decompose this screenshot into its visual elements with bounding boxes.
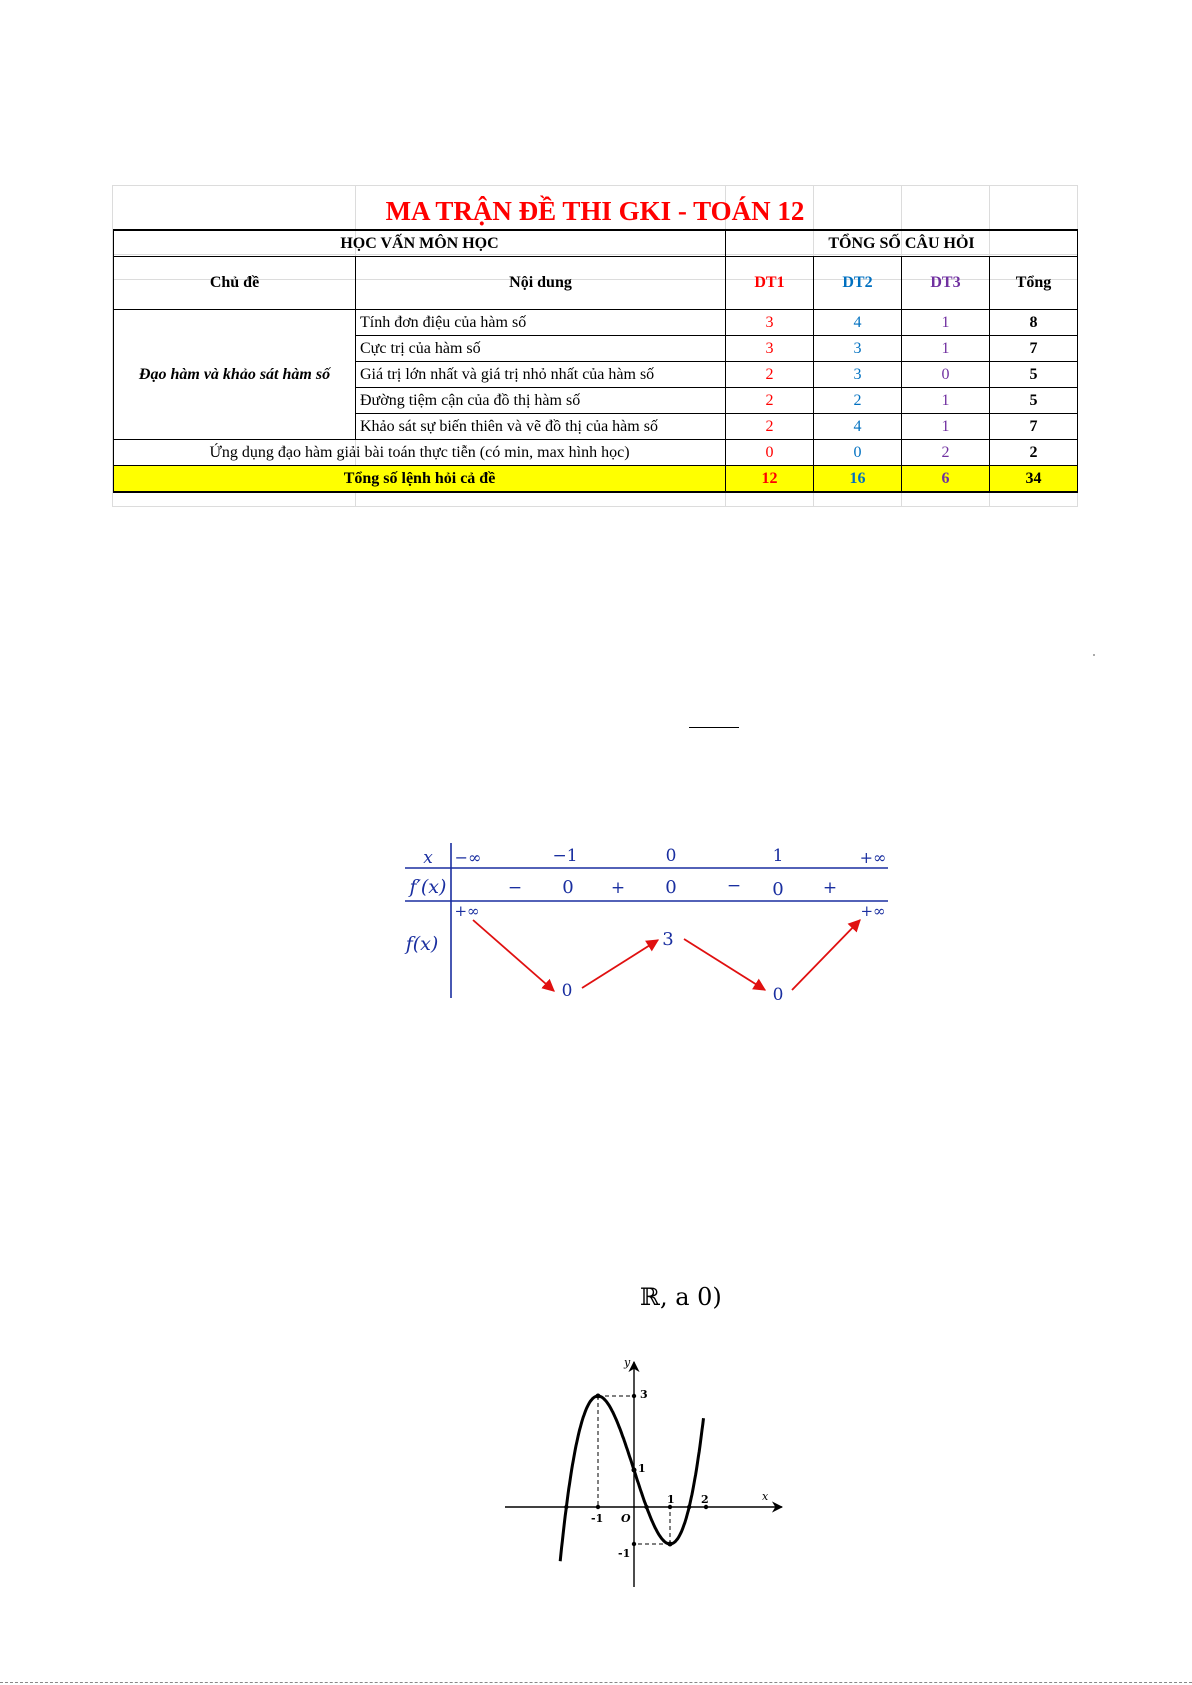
y-tick-label: 3 [640, 1388, 648, 1401]
increase-arrow [582, 940, 658, 988]
dt2-cell: 3 [814, 362, 902, 388]
decrease-arrow [684, 939, 765, 990]
x-value: +∞ [859, 848, 887, 867]
dt1-cell: 0 [726, 440, 814, 466]
x-value: 0 [665, 846, 677, 866]
curve-point [668, 1542, 673, 1547]
dt1-cell: 2 [726, 362, 814, 388]
dt3-cell: 2 [902, 440, 990, 466]
application-row-label: Ứng dụng đạo hàm giải bài toán thực tiễn (có min, max hình học) [114, 440, 726, 466]
f-value-max: 3 [662, 929, 674, 950]
dt3-cell: 1 [902, 388, 990, 414]
decrease-arrow [473, 920, 554, 991]
fprime-sign: − [726, 876, 742, 896]
dt2-cell: 4 [814, 414, 902, 440]
dt1-cell: 3 [726, 310, 814, 336]
content-cell: Cực trị của hàm số [356, 336, 726, 362]
total-dt2: 16 [814, 466, 902, 493]
x-value: −∞ [454, 848, 482, 867]
topic-dao-ham: Đạo hàm và khảo sát hàm số [114, 310, 356, 440]
origin-label: O [621, 1512, 631, 1525]
f-value-min1: 0 [561, 981, 573, 1001]
header-tong: Tổng [990, 257, 1078, 310]
header-dt3: DT3 [902, 257, 990, 310]
page-bottom-rule [0, 1682, 1192, 1684]
f-value-left: +∞ [454, 902, 480, 920]
total-row-label: Tổng số lệnh hỏi cả đề [114, 466, 726, 493]
content-cell: Tính đơn điệu của hàm số [356, 310, 726, 336]
header-dt1: DT1 [726, 257, 814, 310]
x-axis-label: x [762, 1490, 769, 1503]
header-tong-so-cau-hoi: TỔNG SỐ CÂU HỎI [726, 230, 1078, 257]
y-tick-label: 1 [638, 1462, 646, 1475]
x-value: −1 [552, 846, 578, 866]
tong-cell: 7 [990, 336, 1078, 362]
x-tick-label: 2 [701, 1493, 709, 1506]
y-tick-dot [632, 1468, 636, 1472]
fraction-bar-fragment [689, 727, 739, 728]
dt3-cell: 0 [902, 362, 990, 388]
y-axis-label: y [624, 1356, 631, 1369]
f-value-min2: 0 [772, 985, 784, 1005]
dt1-cell: 2 [726, 388, 814, 414]
x-tick-label: 1 [667, 1493, 675, 1506]
increase-arrow [792, 920, 860, 990]
tong-cell: 2 [990, 440, 1078, 466]
dt2-cell: 3 [814, 336, 902, 362]
matrix-title: MA TRẬN ĐỀ THI GKI - TOÁN 12 [385, 196, 805, 226]
root-dot [644, 1505, 648, 1509]
dt3-cell: 1 [902, 414, 990, 440]
tong-cell: 5 [990, 388, 1078, 414]
x-value: 1 [772, 846, 784, 866]
dt2-cell: 4 [814, 310, 902, 336]
fprime-label: f′(x) [409, 876, 447, 898]
x-tick-dot [596, 1505, 600, 1509]
content-cell: Giá trị lớn nhất và giá trị nhỏ nhất của hàm số [356, 362, 726, 388]
math-fragment: ℝ, a 0) [640, 1283, 722, 1311]
y-tick-dot [632, 1394, 636, 1398]
tong-cell: 8 [990, 310, 1078, 336]
y-tick-dot [632, 1542, 636, 1546]
total-tong: 34 [990, 466, 1078, 493]
total-dt3: 6 [902, 466, 990, 493]
corner-mark [1093, 654, 1095, 656]
dt1-cell: 2 [726, 414, 814, 440]
y-tick-label: -1 [618, 1547, 631, 1560]
curve-point [596, 1394, 601, 1399]
header-chu-de: Chủ đề [114, 257, 356, 310]
header-noi-dung: Nội dung [356, 257, 726, 310]
fprime-sign: + [610, 878, 626, 898]
tong-cell: 5 [990, 362, 1078, 388]
dt3-cell: 1 [902, 310, 990, 336]
x-label: x [423, 848, 433, 868]
dt3-cell: 1 [902, 336, 990, 362]
dt2-cell: 2 [814, 388, 902, 414]
f-label: f(x) [405, 933, 439, 955]
root-dot [564, 1505, 568, 1509]
content-cell: Khảo sát sự biến thiên và vẽ đồ thị của hàm số [356, 414, 726, 440]
dt2-cell: 0 [814, 440, 902, 466]
variation-table [400, 840, 900, 1010]
dt1-cell: 3 [726, 336, 814, 362]
fprime-zero: 0 [665, 877, 677, 898]
fprime-zero: 0 [772, 879, 784, 900]
fprime-zero: 0 [562, 877, 574, 898]
content-cell: Đường tiệm cận của đồ thị hàm số [356, 388, 726, 414]
cubic-curve [560, 1396, 703, 1561]
total-dt1: 12 [726, 466, 814, 493]
header-hoc-van: HỌC VẤN MÔN HỌC [114, 230, 726, 257]
fprime-sign: + [822, 878, 838, 898]
exam-matrix-table [113, 229, 1078, 493]
root-dot [687, 1505, 691, 1509]
fprime-sign: − [507, 878, 523, 898]
x-tick-label: -1 [591, 1512, 604, 1525]
header-dt2: DT2 [814, 257, 902, 310]
function-graph [500, 1350, 800, 1600]
f-value-right: +∞ [860, 902, 886, 920]
tong-cell: 7 [990, 414, 1078, 440]
